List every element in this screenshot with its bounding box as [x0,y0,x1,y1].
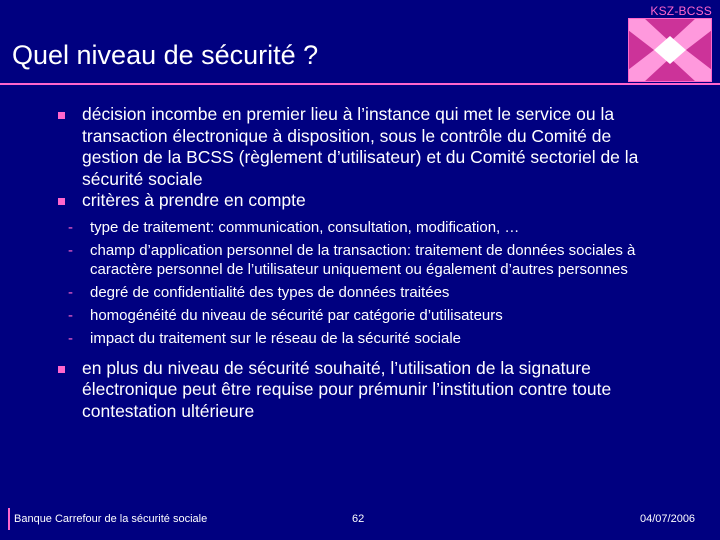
ksz-bcss-logo-icon [628,18,712,82]
bullet-item [58,190,670,348]
slide-title: Quel niveau de sécurité ? [12,40,319,70]
dash-bullet-icon: - [68,218,73,236]
bullet-item [58,358,670,423]
sub-bullet-item [58,306,650,325]
footer-organization: Banque Carrefour de la sécurité sociale [14,513,208,525]
dash-bullet-icon: - [68,329,73,347]
sub-bullet-text: type de traitement: communication, consultation, modification, … [90,218,520,236]
title-divider [0,83,720,85]
footer-date: 04/07/2006 [640,513,696,525]
square-bullet-icon [58,198,65,205]
sub-bullet-item [58,283,650,302]
dash-bullet-icon: - [68,306,73,324]
square-bullet-icon [58,112,65,119]
bullet-text: critères à prendre en compte [82,190,306,210]
footer-accent-bar [8,508,10,530]
bullet-text: décision incombe en premier lieu à l’instance qui met le service ou la transaction électronique à disposition, sous le contrôle du Comité de gestion de la BCSS (règlement d’utilisateur) et du Comité sectoriel de la sécurité sociale [82,104,639,189]
sub-bullet-item [58,241,650,279]
sub-bullet-text: degré de confidentialité des types de données traitées [90,283,450,301]
dash-bullet-icon: - [68,241,73,259]
sub-bullet-list [58,218,670,348]
sub-bullet-text: champ d’application personnel de la transaction: traitement de données sociales à caractère personnel de l’utilisateur uniquement ou également d’autres personnes [90,241,636,278]
sub-bullet-item [58,329,650,348]
sub-bullet-item [58,218,650,237]
square-bullet-icon [58,366,65,373]
dash-bullet-icon: - [68,283,73,301]
bullet-text: en plus du niveau de sécurité souhaité, l’utilisation de la signature électronique peut être requise pour prémunir l’institution contre toute contestation ultérieure [82,357,612,421]
sub-bullet-text: impact du traitement sur le réseau de la sécurité sociale [90,329,462,347]
sub-bullet-text: homogénéité du niveau de sécurité par catégorie d’utilisateurs [90,306,503,324]
org-label: KSZ-BCSS [650,4,712,18]
footer-page-number: 62 [352,513,365,525]
bullet-item [58,104,670,190]
bullet-list [58,104,670,422]
